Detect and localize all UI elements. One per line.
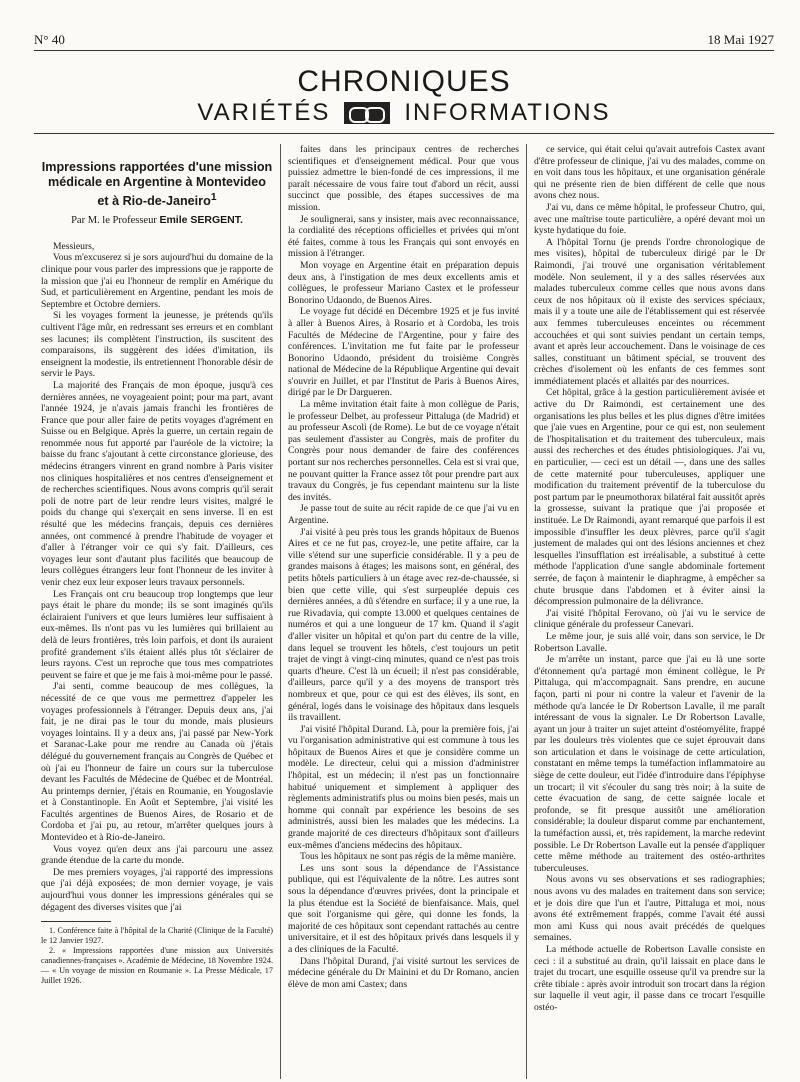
paragraph: Le voyage fut décidé en Décembre 1925 et je fus invité à aller à Buenos Aires, à Rosario et à Cordoba, les trois Facultés de Médecine de l'Argentine, pour y faire des conférences. L'invitation me fut faite par le professeur Bonorino Udaondo, président du troisième Congrès national de Médecine de la République Argentine qui devait s'ouvrir en Juillet, et par l'Institut de Paris à Buenos Aires, dirigé par le Dr Dargueren.	[288, 306, 519, 399]
masthead-right-word: INFORMATIONS	[404, 99, 611, 126]
column-3	[526, 144, 772, 1079]
column-2	[280, 144, 526, 1079]
masthead-title: CHRONIQUES	[297, 65, 511, 98]
paragraph: Vous m'excuserez si je sors aujourd'hui du domaine de la clinique pour vous parler des impressions que je rapporte de la mission que j'ai eu l'honneur de remplir en Amérique du Sud, et particulièrement en Argentine, pendant les mois de Septembre et Octobre derniers.	[41, 252, 273, 310]
column-2-body	[288, 144, 519, 990]
footnote: 2. « Impressions rapportées d'une mission aux Universités canadiennes-françaises ». Académie de Médecine, 18 Novembre 1924. — « Un voyage de mission en Roumanie ». La Presse Médicale, 17 Juillet 1926.	[41, 946, 273, 986]
paragraph: Les uns sont sous la dépendance de l'Assistance publique, qui est l'équivalente de la nôtre. Les autres sont sous la dépendance d'œuvres privées, dont la principale et la plus étendue est la Société de bienfaisance. Mais, quel que soit l'organisme qui gère, qui donne les fonds, la majorité de ces hôpitaux sont cependant rattachés au centre universitaire, et il est des hôpitaux privés dans lesquels il y a des cliniques de la Faculté.	[288, 862, 519, 955]
article-title	[41, 160, 273, 209]
article-title-text: Impressions rapportées d'une mission médicale en Argentine à Montevideo et à Rio-de-Janeiro	[41, 160, 273, 209]
paragraph: Le même jour, je suis allé voir, dans son service, le Dr Robertson Lavalle.	[534, 630, 765, 654]
paragraph: La même invitation était faite à mon collègue de Paris, le professeur Delbet, au professeur Pittaluga (de Madrid) et au professeur Ascoli (de Rome). Le but de ce voyage n'était pas seulement d'assister au Congrès, mais de profiter du Congrès pour nous demander de faire des conférences portant sur nos recherches personnelles. Cela est si vrai que, ne pouvant quitter la France assez tôt pour prendre part aux travaux du Congrès, je fus cependant maintenu sur la liste des invités.	[288, 399, 519, 503]
column-1	[34, 144, 280, 1079]
paragraph: De mes premiers voyages, j'ai rapporté des impressions que j'ai déjà exposées; de mon dernier voyage, je vais aujourd'hui vous donner les impressions générales qui se dégagent des diverses visites que j'ai	[41, 866, 273, 913]
column-1-body	[41, 252, 273, 913]
paragraph: J'ai vu, dans ce même hôpital, le professeur Chutro, qui, avec une maîtrise toute particulière, a opéré devant moi un kyste hydatique du foie.	[534, 201, 765, 237]
paragraph: J'ai visité à peu près tous les grands hôpitaux de Buenos Aires et ce ne fut pas, croyez-le, une petite affaire, car la ville s'étend sur une superficie considérable. Il y a peu de grandes maisons à étages; les maisons sont, en général, des petits hôtels particuliers à un étage avec rez-de-chaussée, si bien que cette ville, qui s'est surpeuplée depuis ces dernières années, a dû s'étendre en surface; il y a une rue, la rue Rivadavia, qui compte 13.000 et quelques centaines de numéros et qui a une longueur de 17 km. Quand il s'agit d'aller visiter un hôpital et qu'on part du centre de la ville, dans lequel se trouvent les hôtels, c'est toujours un petit trajet de vingt à vingt-cinq minutes, quand ce n'est pas trois quarts d'heure. C'est là un écueil; il n'est pas considérable, d'ailleurs, parce qu'il y a des moyens de transport très nombreux et que, pour ce qui est des élèves, ils sont, en général, logés dans le voisinage des hôpitaux dans lesquels ils travaillent.	[288, 526, 519, 724]
column-3-body	[534, 144, 765, 1014]
author-name: Emile SERGENT.	[159, 214, 243, 227]
paragraph: Je passe tout de suite au récit rapide de ce que j'ai vu en Argentine.	[288, 503, 519, 526]
paragraph: J'ai visité l'hôpital Ferovano, où j'ai vu le service de clinique générale du professeur Canevari.	[534, 607, 765, 631]
byline-prefix: Par M. le Professeur	[71, 215, 157, 227]
paragraph: faites dans les principaux centres de recherches scientifiques et d'enseignement médical. Pour que vous puissiez admettre le bien-fondé de ces impressions, il me paraît nécessaire de vous faire tout d'abord un récit, aussi succinct que possible, des étapes successives de ma mission.	[288, 144, 519, 213]
article-columns	[34, 144, 774, 1079]
paragraph: Cet hôpital, grâce à la gestion particulièrement avisée et active du Dr Raimondi, est certainement une des organisations les plus belles et les plus dignes d'être imitées que j'aie vues en Argentine, pour ce qui est, non seulement de l'hospitalisation et du traitement des tuberculeux, mais aussi des recherches et des études phtisiologiques. J'ai vu, en particulier, — ceci est un détail —, dans une des salles de cette maternité pour tuberculeuses, appliquer une modification du traitement préventif de la tuberculose du post partum par le pneumothorax bilatéral fait aussitôt après la grossesse, suivant la pratique que j'ai proposée et instituée. Le Dr Raimondi, ayant remarqué que parfois il est impossible d'insuffler les deux plèvres, parce qu'il s'agit justement de malades qui ont des lésions anciennes et chez lesquelles l'insufflation est irréalisable, a substitué à cette méthode l'application d'une sangle abdominale fortement serrée, de façon à maintenir le diaphragme, à empêcher sa chute brusque dans l'abdomen et à éviter ainsi la décompression pulmonaire de la délivrance.	[534, 387, 765, 608]
paragraph: Dans l'hôpital Durand, j'ai visité surtout les services de médecine générale du Dr Mainini et du Dr Romano, ancien élève de mon ami Castex; dans	[288, 955, 519, 990]
footnotes	[41, 926, 273, 986]
paragraph: Je soulignerai, sans y insister, mais avec reconnaissance, la cordialité des réceptions officielles et privées qui m'ont été faites, comme à tous les Français qui sont envoyés en mission à l'étranger.	[288, 213, 519, 260]
running-header	[34, 22, 774, 51]
paragraph: Je m'arrête un instant, parce que j'ai eu là une sorte d'étonnement qu'a partagé mon éminent collègue, le Pr Pittaluga, qui m'accompagnait. Sans prendre, en aucune façon, parti ni pour ni contre la valeur et l'avenir de la méthode qu'a lancée le Dr Robertson Lavalle, il me paraît intéressant de vous la signaler. Le Dr Robertson Lavalle, ayant un jour à traiter un sujet atteint d'ostéomyélite, frappé par les douleurs très violentes que ce sujet éprouvait dans son articulation et dans le voisinage de cette articulation, constatant en même temps la tuméfaction inflammatoire au siège de cette douleur, eut l'idée d'introduire dans l'épiphyse un trocart; il vit s'écouler du sang très noir; à la suite de cette évacuation de sang, de cette saignée locale et profonde, se fit presque aussitôt une amélioration considérable; la douleur disparut comme par enchantement, la tuméfaction aussi, et, très rapidement, la marche redevint possible. Le Dr Robertson Lavalle eut la pensée d'appliquer cette même méthode au traitement des ostéo-arthrites tuberculeuses.	[534, 654, 765, 874]
paragraph: ce service, qui était celui qu'avait autrefois Castex avant d'être professeur de clinique, j'ai vu des malades, comme on en voit dans tous les hôpitaux, et une organisation générale qui ne présente rien de bien différent de celle que nous avons chez nous.	[534, 144, 765, 202]
paragraph: A l'hôpital Tornu (je prends l'ordre chronologique de mes visites), hôpital de tuberculeux dirigé par le Dr Raimondi, j'ai trouvé une organisation véritablement modèle. Non seulement, il y a des salles réservées aux malades tuberculeux comme celles que nous avons dans ceux de nos hôpitaux où il existe des services spéciaux, mais il y a toute une aile de l'établissement qui est réservée aux femmes tuberculeuses enceintes ou récemment accouchées et qui sont suivies pendant un certain temps, avant et après leur accouchement. Dans le voisinage de ces salles, constituant un bâtiment spécial, se trouvent des crèches d'isolement où les enfants de ces femmes sont immédiatement placés et allaités par des nourrices.	[534, 236, 765, 387]
issue-number: N° 40	[34, 32, 65, 47]
byline	[41, 215, 273, 227]
paragraph: La méthode actuelle de Robertson Lavalle consiste en ceci : il a substitué au drain, qu'il laissait en place dans le trajet du trocart, une esquille osseuse qu'il va prendre sur la crête tibiale : après avoir introduit son trocart dans la région sur laquelle il veut agir, il passe dans ce trocart l'esquille ostéo-	[534, 943, 765, 1013]
paragraph: Si les voyages forment la jeunesse, je prétends qu'ils cultivent l'âge mûr, en redressant ses erreurs et en comblant ses lacunes; ils complètent l'instruction, ils suscitent des comparaisons, ils suggèrent des idées d'imitation, ils enseignent la modestie, ils entretiennent l'honorable désir de servir le Pays.	[41, 310, 273, 380]
paragraph: La majorité des Français de mon époque, jusqu'à ces dernières années, ne voyageaient point; pour ma part, avant l'année 1924, je n'avais jamais franchi les frontières de France que pour aller faire de petits voyages d'agrément en Suisse ou en Belgique. Après la guerre, un certain regain de renommée nous fut apporté par l'auréole de la victoire; la baisse du franc s'ajoutant à cette circonstance glorieuse, des médecins étrangers vinrent en grand nombre à Paris visiter nos cliniques hospitalières et nos centres d'enseignement et de recherches scientifiques. Nous avons compris qu'il serait poli de notre part de leur rendre leurs visites, malgré le poids du change qui s'exerçait en sens inverse. Il en est résulté que les médecins français, depuis ces dernières années, ont commencé à prendre l'habitude de voyager et d'aller à l'étranger voir ce qui s'y fait. D'ailleurs, ces voyages leur sont d'autant plus facilités que beaucoup de leurs collègues étrangers leur font l'honneur de les inviter à venir chez eux leur exposer leurs travaux personnels.	[41, 379, 273, 588]
paragraph: Nous avons vu ses observations et ses radiographies; nous avons vu des malades en traitement dans son service; et je dois dire que l'un et l'autre, Pittaluga et moi, nous avons été extrêmement frappés, comme l'avait été aussi mon ami Kuss qui nous avait précédés de quelques semaines.	[534, 874, 765, 944]
paragraph: Tous les hôpitaux ne sont pas régis de la même manière.	[300, 851, 516, 863]
paragraph: Mon voyage en Argentine était en préparation depuis deux ans, à l'instigation de mes deux excellents amis et collègues, le professeur Mariano Castex et le professeur Bonorino Udaondo, de Buenos Aires.	[288, 259, 519, 306]
masthead	[34, 67, 774, 134]
paragraph: Vous voyez qu'en deux ans j'ai parcouru une assez grande étendue de la carte du monde.	[41, 843, 273, 867]
ornament-icon	[344, 102, 390, 124]
salutation: Messieurs,	[53, 240, 95, 252]
paragraph: J'ai senti, comme beaucoup de mes collègues, la nécessité de ce que vous me permettrez d'appeler les voyages professionnels à l'étranger. Depuis deux ans, j'ai fait, je ne dirai pas le tour du monde, mais plusieurs voyages lointains. Il y a deux ans, j'ai passé par New-York et Saranac-Lake pour me rendre au Canada où j'étais délégué du gouvernement français au Congrès de Québec et où j'ai eu l'honneur de faire un cours sur la tuberculose devant les Facultés de Médecine de Québec et de Montréal. Au printemps dernier, j'étais en Roumanie, en Yougoslavie et à Constantinople. En Août et Septembre, j'ai visité les Facultés argentines de Buenos Aires, de Rosario et de Cordoba et j'ai pu, au retour, m'arrêter quelques jours à Montevideo et à Rio-de-Janeiro.	[41, 681, 273, 844]
title-footnote-ref: 1	[210, 191, 217, 203]
footnote-rule	[41, 921, 111, 922]
paragraph: Les Français ont cru beaucoup trop longtemps que leur pays était le phare du monde; ils se sont imaginés qu'ils éclairaient l'univers et que leurs lumières leur suffisaient à eux-mêmes. Ils n'ont pas vu les lumières qui brillaient au delà de leurs frontières, très loin parfois, et dont ils auraient profité grandement s'ils étaient allés plus tôt s'éclairer de leurs rayons. C'est un reproche que tous mes compatriotes peuvent se faire et que je me fais à moi-même pour le passé.	[41, 588, 273, 681]
masthead-rule	[34, 133, 774, 134]
footnote: 1. Conférence faite à l'hôpital de la Charité (Clinique de la Faculté) le 12 Janvier 1927.	[41, 926, 273, 946]
masthead-subtitle	[34, 99, 774, 127]
issue-date: 18 Mai 1927	[707, 32, 774, 47]
masthead-left-word: VARIÉTÉS	[197, 99, 331, 126]
journal-page	[34, 22, 774, 1072]
paragraph: J'ai visité l'hôpital Durand. Là, pour la première fois, j'ai vu l'organisation administrative qui est commune à tous les hôpitaux de Buenos Aires et que je considère comme un modèle. Le directeur, celui qui a mission d'administrer l'hôpital, est un médecin; il n'est pas un fonctionnaire habitué uniquement et simplement à appliquer des règlements administratifs plus ou moins bien pesés, mais un homme qui connaît par expérience les besoins de ses administrés, aussi bien les malades que les médecins. La grande majorité de ces directeurs d'hôpitaux sont d'ailleurs eux-mêmes d'anciens médecins des hôpitaux.	[288, 723, 519, 851]
